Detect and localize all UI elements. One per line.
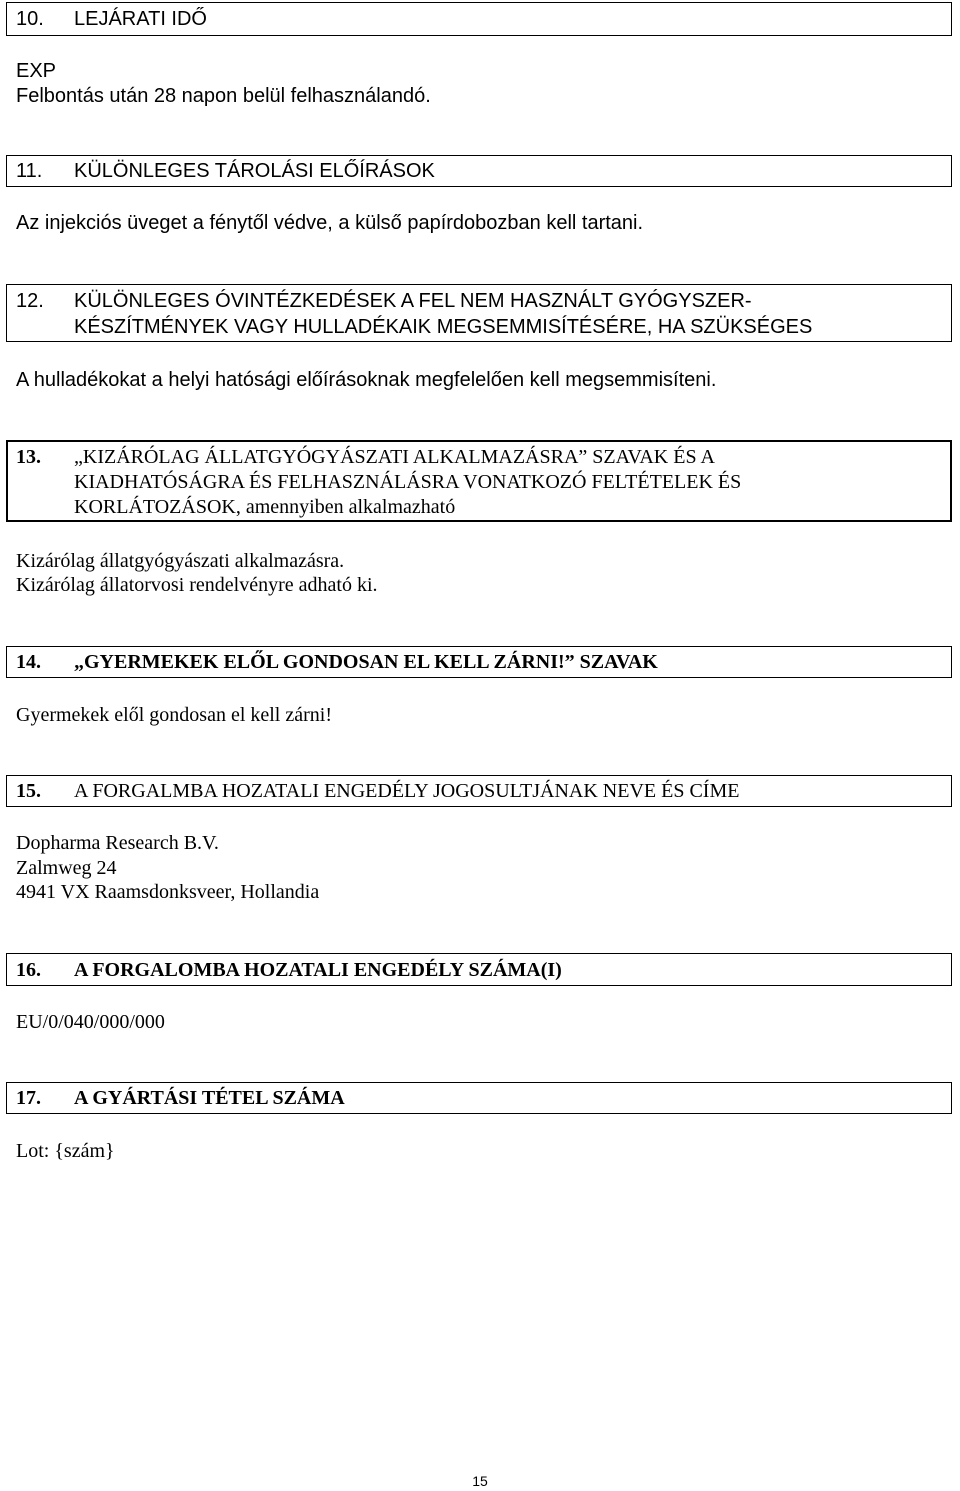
section-title: KÜLÖNLEGES TÁROLÁSI ELŐÍRÁSOK — [74, 160, 435, 182]
section-title: LEJÁRATI IDŐ — [74, 8, 207, 30]
section-13-line-2: Kizárólag állatorvosi rendelvényre adható ki. — [16, 574, 378, 596]
section-number: 11. — [16, 160, 43, 182]
section-number: 17. — [16, 1087, 41, 1109]
section-number: 15. — [16, 780, 41, 802]
section-10-line-2: Felbontás után 28 napon belül felhasználandó. — [16, 85, 431, 107]
section-title: A FORGALMBA HOZATALI ENGEDÉLY JOGOSULTJÁNAK NEVE ÉS CÍME — [74, 780, 740, 802]
section-title: „GYERMEKEK ELŐL GONDOSAN EL KELL ZÁRNI!” SZAVAK — [74, 651, 658, 673]
section-15-line-2: Zalmweg 24 — [16, 857, 117, 879]
section-number: 14. — [16, 651, 41, 673]
section-11-line-1: Az injekciós üveget a fénytől védve, a külső papírdobozban kell tartani. — [16, 212, 644, 234]
section-title-line-1: KÜLÖNLEGES ÓVINTÉZKEDÉSEK A FEL NEM HASZNÁLT GYÓGYSZER- — [74, 290, 752, 312]
section-title-line-2: KIADHATÓSÁGRA ÉS FELHASZNÁLÁSRA VONATKOZÓ FELTÉTELEK ÉS — [74, 471, 742, 493]
section-title-line-1: „KIZÁRÓLAG ÁLLATGYÓGYÁSZATI ALKALMAZÁSRA” SZAVAK ÉS A — [74, 446, 715, 468]
section-15-line-1: Dopharma Research B.V. — [16, 832, 219, 854]
section-17-line-1: Lot: {szám} — [16, 1140, 115, 1162]
section-title: A GYÁRTÁSI TÉTEL SZÁMA — [74, 1087, 345, 1109]
section-title-line-2: KÉSZÍTMÉNYEK VAGY HULLADÉKAIK MEGSEMMISÍTÉSÉRE, HA SZÜKSÉGES — [74, 316, 813, 338]
section-number: 10. — [16, 8, 44, 30]
section-12-line-1: A hulladékokat a helyi hatósági előírásoknak megfelelően kell megsemmisíteni. — [16, 369, 717, 391]
section-number: 12. — [16, 290, 44, 312]
section-title-line-3: KORLÁTOZÁSOK, amennyiben alkalmazható — [74, 496, 456, 518]
page-number: 15 — [472, 1473, 488, 1489]
section-14-line-1: Gyermekek elől gondosan el kell zárni! — [16, 704, 332, 726]
section-title: A FORGALOMBA HOZATALI ENGEDÉLY SZÁMA(I) — [74, 959, 562, 981]
section-13-line-1: Kizárólag állatgyógyászati alkalmazásra. — [16, 550, 345, 572]
section-number: 16. — [16, 959, 41, 981]
section-15-line-3: 4941 VX Raamsdonksveer, Hollandia — [16, 881, 320, 903]
section-number: 13. — [16, 446, 41, 468]
section-10-line-1: EXP — [16, 60, 57, 82]
section-16-line-1: EU/0/040/000/000 — [16, 1011, 165, 1033]
